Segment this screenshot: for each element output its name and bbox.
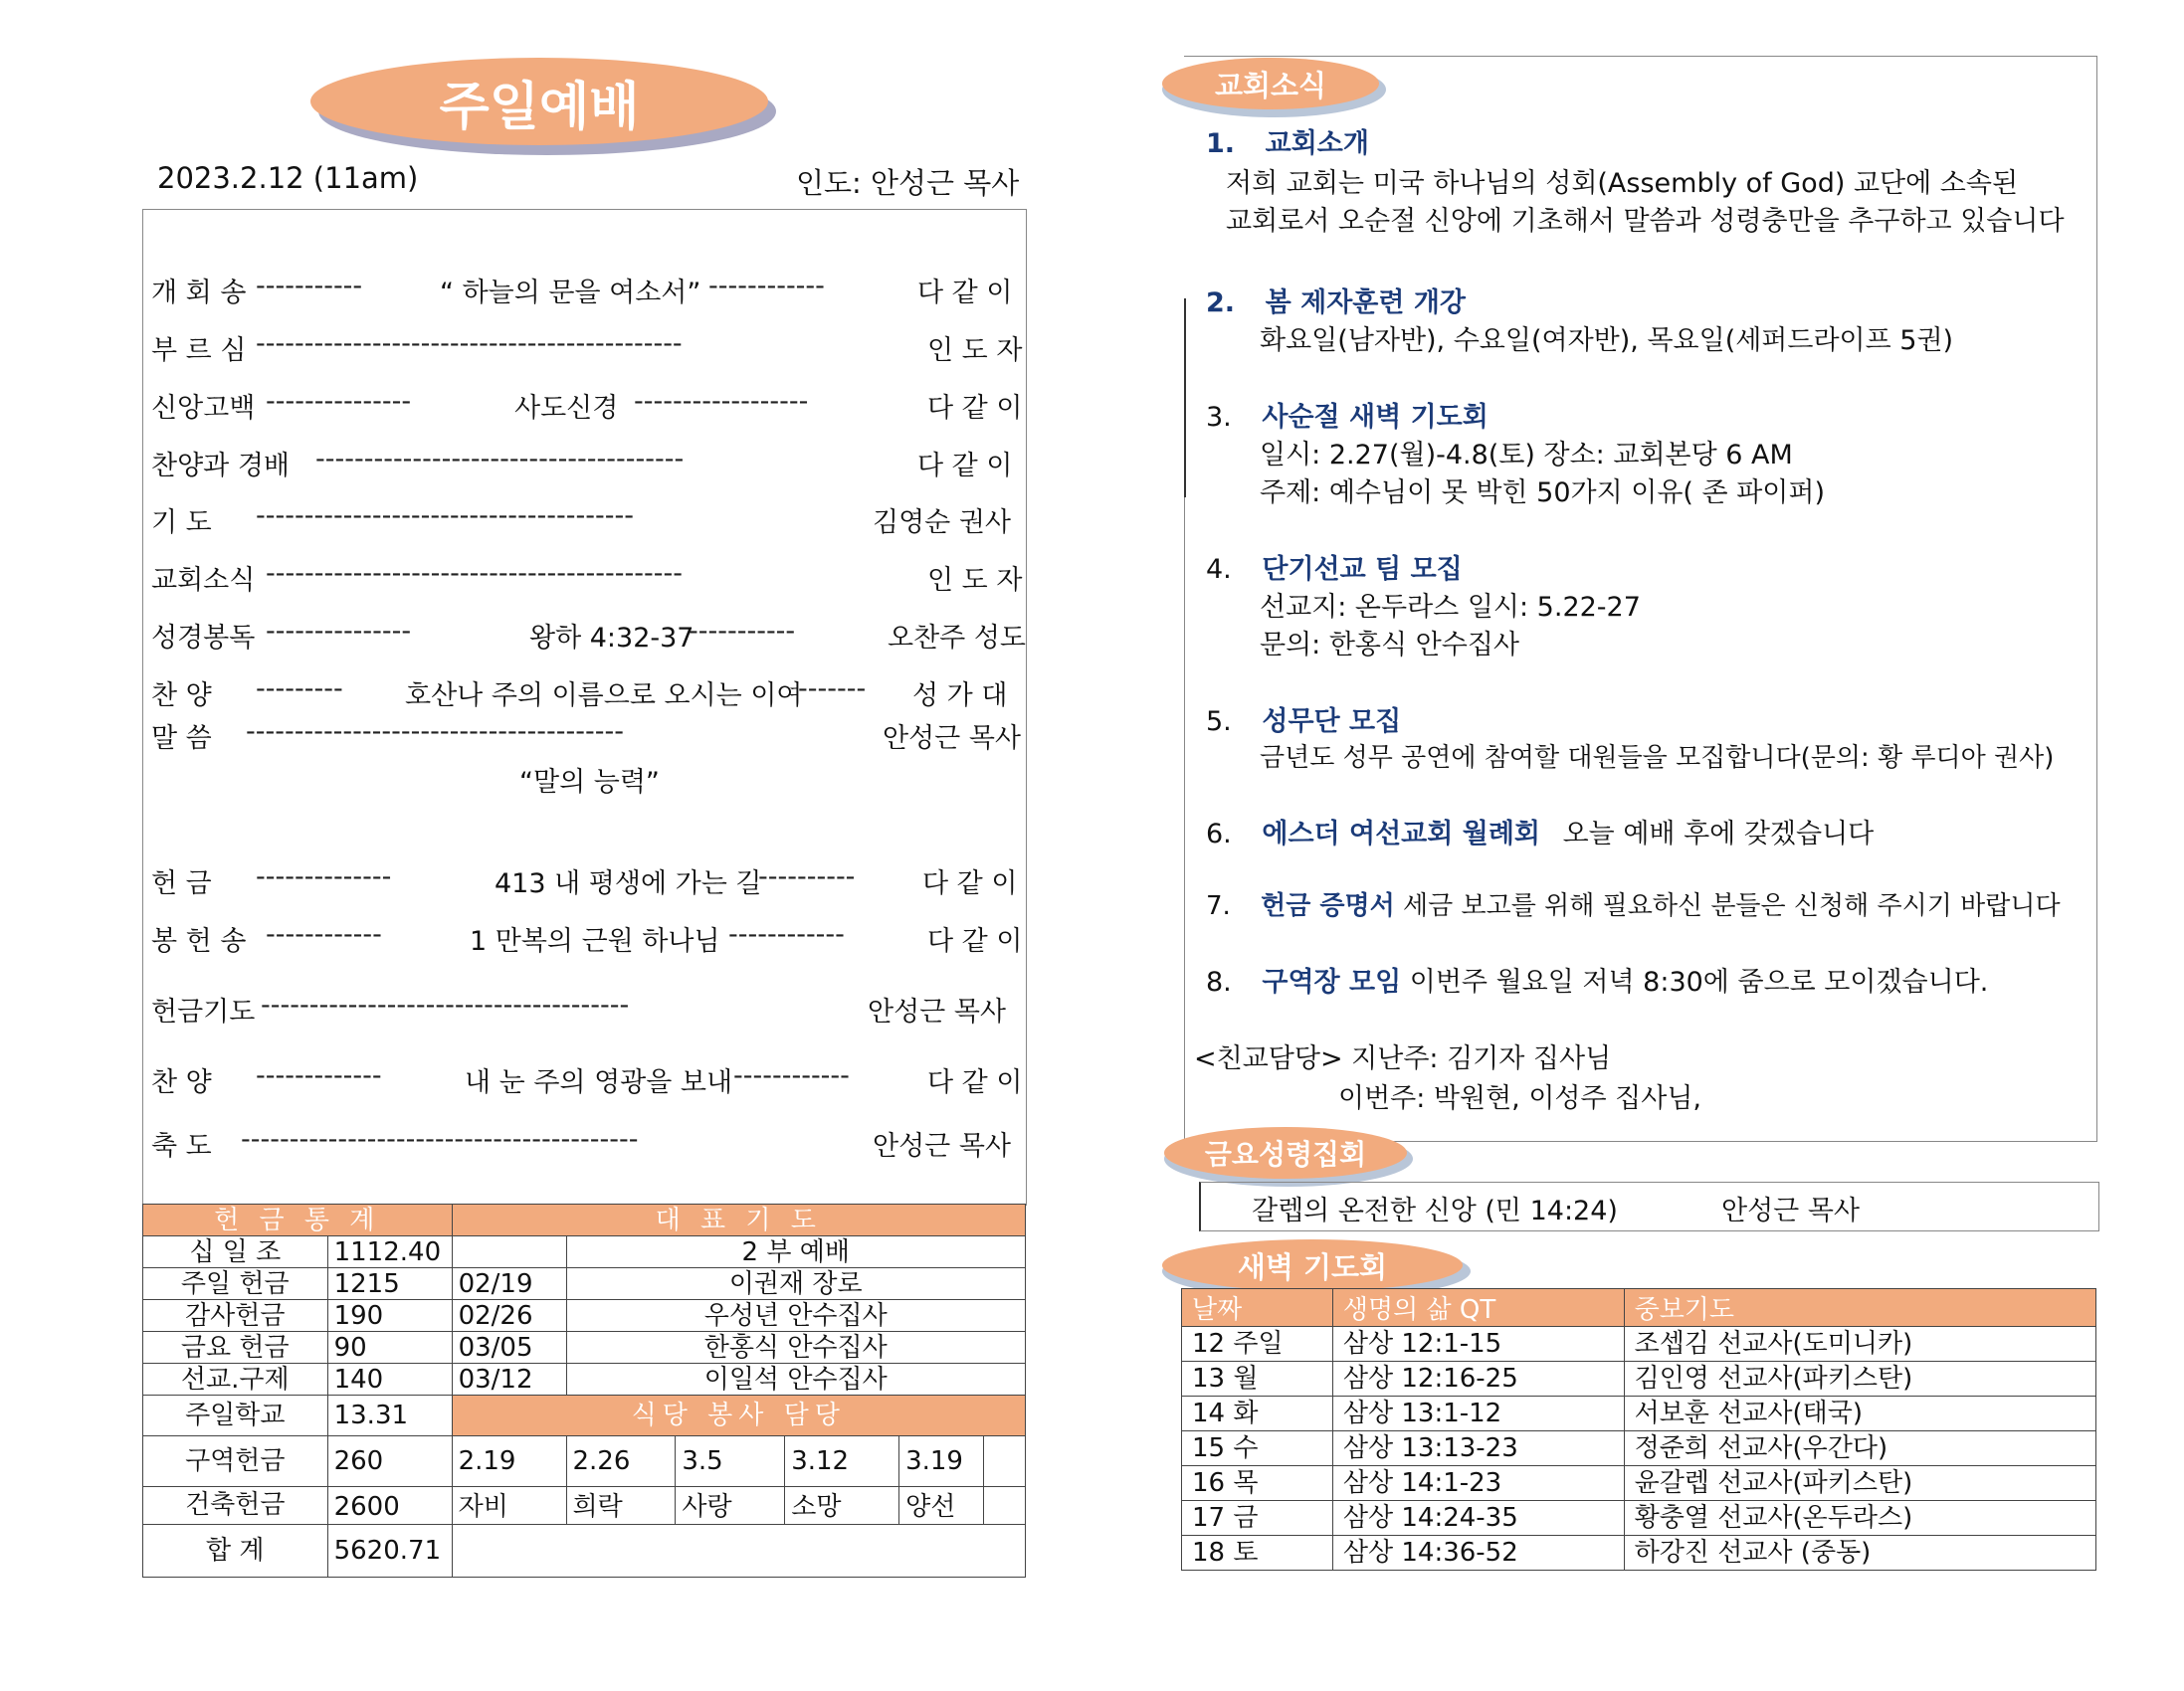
- qt-day: 12 주일: [1182, 1327, 1333, 1362]
- stats-value: 260: [327, 1436, 452, 1487]
- qt-day: 18 토: [1182, 1536, 1333, 1571]
- dash-leader: ---------------------------------------: [256, 500, 634, 531]
- news-item-inline: 이번주 월요일 저녁 8:30에 줌으로 모이겠습니다.: [1409, 967, 1989, 998]
- dash-leader: -------------------------------------------: [266, 558, 683, 589]
- prayer-name: 2 부 예배: [566, 1236, 1026, 1268]
- dash-leader: ---------------: [266, 616, 412, 647]
- kitchen-group: 소망: [785, 1487, 899, 1525]
- dash-leader: --------------------------------------------: [256, 328, 683, 359]
- stats-name: 주일학교: [143, 1396, 328, 1436]
- dawn-tab-label: 새벽 기도회: [1237, 1249, 1388, 1284]
- order-right: 다 같 이: [917, 278, 1013, 308]
- news-item-num: 2.: [1206, 287, 1236, 318]
- page-title-text: 주일예배: [439, 77, 640, 137]
- dash-leader: --------------------------------------: [261, 990, 630, 1021]
- order-label: 부 르 심: [151, 335, 247, 366]
- news-item: [1206, 812, 1874, 850]
- news-tab: [1162, 58, 1379, 109]
- stats-name: 주일 헌금: [143, 1268, 328, 1300]
- qt-prayer: 서보훈 선교사(태국): [1624, 1397, 2095, 1431]
- order-right: 인 도 자: [927, 565, 1023, 596]
- dash-leader: --------------------------------------: [315, 444, 685, 474]
- order-center: 왕하 4:32-37: [529, 623, 695, 654]
- table-row: [1182, 1397, 2096, 1431]
- order-label: 봉 헌 송: [151, 926, 247, 957]
- dash-leader: ---------------: [266, 386, 412, 417]
- empty-cell: [984, 1436, 1026, 1487]
- prayer-name: 우성년 안수집사: [566, 1300, 1026, 1332]
- prayer-header: 대 표 기 도: [452, 1205, 1025, 1236]
- order-right: 다 같 이: [927, 393, 1023, 424]
- qt-header: 생명의 삶 QT: [1332, 1289, 1624, 1327]
- friday-tab: [1164, 1127, 1407, 1179]
- order-label: 찬 양: [151, 680, 212, 711]
- prayer-date: 03/12: [452, 1364, 566, 1396]
- news-accent-line: [1184, 298, 1186, 497]
- stats-name: 금요 헌금: [143, 1332, 328, 1364]
- prayer-date: 02/26: [452, 1300, 566, 1332]
- news-item-line: 저희 교회는 미국 하나님의 성회(Assembly of God) 교단에 소속된: [1226, 168, 2019, 199]
- news-item: [1206, 885, 2061, 922]
- qt-passage: 삼상 13:1-12: [1332, 1397, 1624, 1431]
- order-right: 안성근 목사: [873, 1131, 1011, 1162]
- stats-name: 합 계: [143, 1525, 328, 1578]
- qt-passage: 삼상 14:1-23: [1332, 1466, 1624, 1501]
- stats-value: 1215: [327, 1268, 452, 1300]
- news-item-inline: 오늘 예배 후에 갖겠습니다: [1562, 819, 1875, 849]
- kitchen-date: 3.5: [676, 1436, 785, 1487]
- dawn-prayer-table: [1181, 1288, 2096, 1571]
- news-item-num: 5.: [1206, 706, 1232, 737]
- news-item-line: 금년도 성무 공연에 참여할 대원들을 모집합니다(문의: 황 루디아 권사): [1260, 743, 2055, 773]
- order-label: 헌 금: [151, 868, 212, 899]
- stats-name: 건축헌금: [143, 1487, 328, 1525]
- order-right: 성 가 대: [912, 680, 1008, 711]
- prayer-name: 이일석 안수집사: [566, 1364, 1026, 1396]
- dash-leader: ---------------------------------------: [246, 716, 624, 747]
- news-item-num: 6.: [1206, 819, 1232, 849]
- order-label: 찬양과 경배: [151, 451, 290, 481]
- table-row: [1182, 1501, 2096, 1536]
- stats-value: 13.31: [327, 1396, 452, 1436]
- kitchen-date: 2.19: [452, 1436, 566, 1487]
- dash-leader: ------------: [733, 1060, 850, 1091]
- news-item-title: 봄 제자훈련 개강: [1265, 287, 1467, 318]
- kitchen-date: 2.26: [566, 1436, 676, 1487]
- news-item: [1206, 699, 1401, 738]
- order-label: 개 회 송: [151, 278, 247, 308]
- news-tab-label: 교회소식: [1214, 68, 1327, 102]
- order-right: 안성근 목사: [883, 723, 1021, 754]
- order-label: 말 씀: [151, 723, 212, 754]
- table-row: [1182, 1431, 2096, 1466]
- news-item-title: 교회소개: [1265, 128, 1369, 159]
- news-item-line: 교회로서 오순절 신앙에 기초해서 말씀과 성령충만을 추구하고 있습니다: [1226, 206, 2065, 237]
- order-center: 내 눈 주의 영광을 보내: [465, 1067, 733, 1098]
- qt-day: 16 목: [1182, 1466, 1333, 1501]
- qt-passage: 삼상 14:24-35: [1332, 1501, 1624, 1536]
- qt-passage: 삼상 12:16-25: [1332, 1362, 1624, 1397]
- stats-value: 140: [327, 1364, 452, 1396]
- order-right: 다 같 이: [917, 451, 1013, 481]
- service-date: 2023.2.12 (11am): [157, 161, 419, 195]
- empty-cell: [452, 1525, 1025, 1578]
- table-row: [1182, 1466, 2096, 1501]
- news-item: [1206, 395, 1489, 434]
- table-row: [1182, 1362, 2096, 1397]
- order-label: 찬 양: [151, 1067, 212, 1098]
- qt-prayer: 김인영 선교사(파키스탄): [1624, 1362, 2095, 1397]
- qt-header: 중보기도: [1624, 1289, 2095, 1327]
- qt-prayer: 조셉김 선교사(도미니카): [1624, 1327, 2095, 1362]
- stats-value: 190: [327, 1300, 452, 1332]
- qt-passage: 삼상 13:13-23: [1332, 1431, 1624, 1466]
- prayer-name: 한홍식 안수집사: [566, 1332, 1026, 1364]
- dash-leader: ------------: [266, 919, 382, 950]
- table-row: [1182, 1536, 2096, 1571]
- news-item: [1206, 121, 1369, 160]
- greeter-line: <친교담당> 지난주: 김기자 집사님: [1194, 1043, 1612, 1074]
- prayer-date: 02/19: [452, 1268, 566, 1300]
- order-center: 사도신경: [514, 393, 619, 424]
- dash-leader: ------------: [728, 919, 845, 950]
- news-item-line: 문의: 한홍식 안수집사: [1260, 630, 1519, 660]
- news-item-title: 구역장 모임: [1262, 967, 1402, 998]
- friday-tab-label: 금요성령집회: [1204, 1138, 1367, 1171]
- news-item-title: 사순절 새벽 기도회: [1262, 402, 1489, 433]
- kitchen-group: 양선: [899, 1487, 984, 1525]
- news-item: [1206, 960, 1988, 999]
- qt-prayer: 정준희 선교사(우간다): [1624, 1431, 2095, 1466]
- order-center: “ 하늘의 문을 여소서”: [440, 278, 701, 308]
- order-center: 413 내 평생에 가는 길: [495, 868, 762, 899]
- dash-leader: -----------: [689, 616, 796, 647]
- order-label: 축 도: [151, 1131, 212, 1162]
- stats-name: 감사헌금: [143, 1300, 328, 1332]
- order-right: 안성근 목사: [868, 997, 1006, 1028]
- stats-value: 5620.71: [327, 1525, 452, 1578]
- order-right: 인 도 자: [927, 335, 1023, 366]
- order-right: 다 같 이: [927, 926, 1023, 957]
- order-right: 다 같 이: [927, 1067, 1023, 1098]
- sermon-title: “말의 능력”: [519, 767, 660, 798]
- dash-leader: -------------: [256, 1060, 382, 1091]
- news-item: [1206, 281, 1466, 319]
- dash-leader: -----------: [256, 271, 363, 301]
- order-label: 신앙고백: [151, 393, 256, 424]
- kitchen-group: 희락: [566, 1487, 676, 1525]
- dash-leader: ------------------: [634, 386, 809, 417]
- stats-header: 헌 금 통 계: [143, 1205, 453, 1236]
- page-title: [310, 58, 768, 145]
- news-item-title: 헌금 증명서: [1261, 891, 1395, 921]
- dash-leader: ---------: [256, 673, 343, 704]
- kitchen-date: 3.12: [785, 1436, 899, 1487]
- news-item: [1206, 547, 1463, 586]
- order-label: 헌금기도: [151, 997, 256, 1028]
- friday-sermon: 갈렙의 온전한 신앙 (민 14:24): [1252, 1196, 1618, 1226]
- table-row: [1182, 1327, 2096, 1362]
- kitchen-group: 사랑: [676, 1487, 785, 1525]
- order-right: 다 같 이: [922, 868, 1018, 899]
- order-label: 기 도: [151, 507, 212, 538]
- dash-leader: --------------: [256, 861, 392, 892]
- news-item-title: 성무단 모집: [1262, 706, 1402, 737]
- qt-header: 날짜: [1182, 1289, 1333, 1327]
- prayer-name: 이권재 장로: [566, 1268, 1026, 1300]
- news-item-num: 3.: [1206, 402, 1232, 433]
- dash-leader: ------------: [708, 271, 825, 301]
- news-item-num: 8.: [1206, 967, 1232, 998]
- dash-leader: ----------: [758, 861, 856, 892]
- order-label: 교회소식: [151, 565, 256, 596]
- prayer-date: 03/05: [452, 1332, 566, 1364]
- news-item-title: 에스더 여선교회 월례회: [1262, 819, 1540, 849]
- stats-name: 구역헌금: [143, 1436, 328, 1487]
- offering-stats-table: [142, 1204, 1026, 1578]
- stats-name: 십 일 조: [143, 1236, 328, 1268]
- order-label: 성경봉독: [151, 623, 256, 654]
- stats-value: 1112.40: [327, 1236, 452, 1268]
- qt-day: 17 금: [1182, 1501, 1333, 1536]
- order-right: 오찬주 성도: [888, 623, 1026, 654]
- news-item-num: 4.: [1206, 554, 1232, 585]
- empty-cell: [984, 1487, 1026, 1525]
- news-item-title: 단기선교 팀 모집: [1262, 554, 1463, 585]
- stats-value: 2600: [327, 1487, 452, 1525]
- news-item-inline: 세금 보고를 위해 필요하신 분들은 신청해 주시기 바랍니다: [1402, 891, 2061, 921]
- qt-prayer: 윤갈렙 선교사(파키스탄): [1624, 1466, 2095, 1501]
- qt-passage: 삼상 12:1-15: [1332, 1327, 1624, 1362]
- qt-day: 13 월: [1182, 1362, 1333, 1397]
- friday-preacher: 안성근 목사: [1721, 1196, 1860, 1226]
- news-item-line: 화요일(남자반), 수요일(여자반), 목요일(세퍼드라이프 5권): [1260, 325, 1954, 356]
- greeter-line: 이번주: 박원현, 이성주 집사님,: [1338, 1083, 1701, 1114]
- news-item-line: 주제: 예수님이 못 박힌 50가지 이유( 존 파이퍼): [1260, 477, 1825, 508]
- stats-value: 90: [327, 1332, 452, 1364]
- kitchen-group: 자비: [452, 1487, 566, 1525]
- qt-prayer: 황충열 선교사(온두라스): [1624, 1501, 2095, 1536]
- qt-prayer: 하강진 선교사 (중동): [1624, 1536, 2095, 1571]
- news-item-num: 1.: [1206, 128, 1236, 159]
- qt-day: 15 수: [1182, 1431, 1333, 1466]
- order-center: 호산나 주의 이름으로 오시는 이여: [405, 680, 803, 711]
- order-center: 1 만복의 근원 하나님: [470, 926, 720, 957]
- service-leader: 인도: 안성근 목사: [796, 166, 1020, 200]
- news-item-line: 일시: 2.27(월)-4.8(토) 장소: 교회본당 6 AM: [1260, 440, 1793, 470]
- qt-passage: 삼상 14:36-52: [1332, 1536, 1624, 1571]
- kitchen-header: 식당 봉사 담당: [452, 1396, 1025, 1436]
- kitchen-date: 3.19: [899, 1436, 984, 1487]
- order-right: 김영순 권사: [873, 507, 1011, 538]
- qt-day: 14 화: [1182, 1397, 1333, 1431]
- dash-leader: -------: [798, 673, 867, 704]
- dash-leader: -----------------------------------------: [241, 1124, 639, 1155]
- prayer-date: [452, 1236, 566, 1268]
- dawn-tab: [1162, 1239, 1463, 1291]
- news-item-num: 7.: [1206, 891, 1231, 921]
- news-item-line: 선교지: 온두라스 일시: 5.22-27: [1260, 592, 1641, 623]
- stats-name: 선교.구제: [143, 1364, 328, 1396]
